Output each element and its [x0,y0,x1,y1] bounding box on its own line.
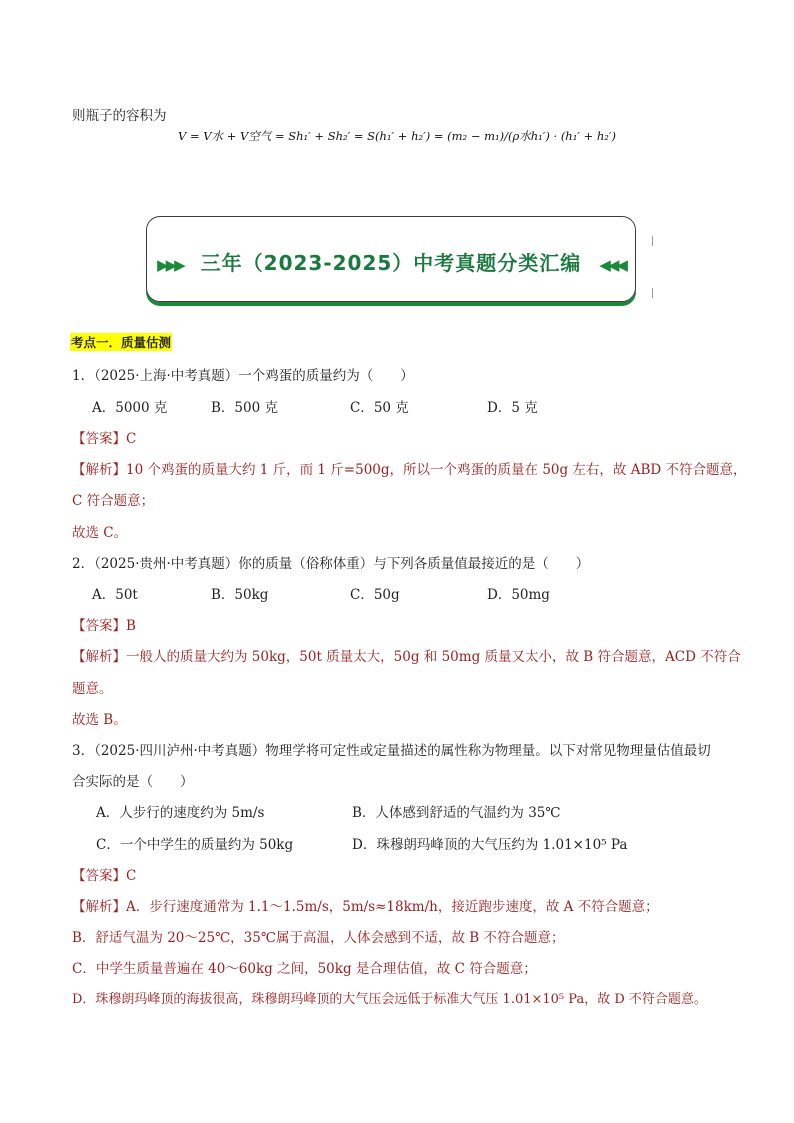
q3-analysis-2: B．舒适气温为 20～25℃，35℃属于高温，人体会感到不适，故 B 不符合题意； [72,930,565,946]
right-triangles-icon: ▶▶▶ [157,256,183,274]
q2-analysis-1 [72,645,741,665]
q1-answer [72,427,136,447]
q2-option-c: C．50g [350,587,400,603]
q2-choose: 故选 B。 [72,712,127,728]
intro-text: 则瓶子的容积为 [72,108,167,124]
q1-option-c: C．50 克 [350,400,409,416]
q1-analysis-1 [72,458,747,478]
q3-option-b: B．人体感到舒适的气温约为 35℃ [352,805,561,821]
analysis-tag: 【解析】 [72,899,126,915]
q1-analysis-2: C 符合题意； [72,493,155,509]
analysis-tag: 【解析】 [72,649,126,665]
q3-option-c: C．一个中学生的质量约为 50kg [96,837,294,853]
q2-analysis-2: 题意。 [72,681,113,697]
section-banner [146,216,636,302]
q1-choose: 故选 C。 [72,525,128,541]
q3-analysis-1 [72,895,659,915]
banner-title: 三年（2023-2025）中考真题分类汇编 [200,251,582,275]
answer-tag: 【答案】 [72,431,126,447]
q3-analysis-3: C．中学生质量普遍在 40～60kg 之间，50kg 是合理估值，故 C 符合题意； [72,961,537,977]
q2-option-d: D．50mg [487,587,550,603]
banner-title-row [147,247,635,276]
q2-option-b: B．50kg [211,587,269,603]
answer-value: C [126,431,137,447]
analysis-text: 一般人的质量大约为 50kg，50t 质量太大，50g 和 50mg 质量又太小，故 B 符合题意，ACD 不符合 [126,649,741,665]
answer-tag: 【答案】 [72,618,126,634]
q1-option-a: A．5000 克 [92,400,168,416]
q1-option-b: B．500 克 [211,400,278,416]
left-triangles-icon: ◀◀◀ [599,256,625,274]
q3-analysis-4: D．珠穆朗玛峰顶的海拔很高，珠穆朗玛峰顶的大气压会远低于标准大气压 1.01×10⁵ Pa，故 D 不符合题意。 [72,992,707,1007]
q2-answer [72,614,136,634]
q3-stem-2: 合实际的是（ ） [72,774,194,790]
q3-answer [72,864,136,884]
answer-value: B [126,618,136,634]
q2-option-a: A．50t [92,587,138,603]
volume-formula: V = V水 + V空气 = Sh₁′ + Sh₂′ = S(h₁′ + h₂′) = (m₂ − m₁)/(ρ水h₁′) · (h₁′ + h₂′) [178,129,616,143]
q3-option-a: A．人步行的速度约为 5m/s [96,805,265,821]
analysis-text: A．步行速度通常为 1.1～1.5m/s，5m/s≈18km/h，接近跑步速度，故 A 不符合题意； [126,899,659,915]
margin-mark [652,288,653,298]
q1-option-d: D．5 克 [487,400,538,416]
analysis-text: 10 个鸡蛋的质量大约 1 斤，而 1 斤=500g，所以一个鸡蛋的质量在 50g 左右，故 ABD 不符合题意， [126,462,747,478]
q2-stem: 2．（2025·贵州·中考真题）你的质量（俗称体重）与下列各质量值最接近的是（ ） [72,556,590,572]
q1-stem: 1．（2025·上海·中考真题）一个鸡蛋的质量约为（ ） [72,368,414,384]
q3-stem-1: 3．（2025·四川泸州·中考真题）物理学将可定性或定量描述的属性称为物理量。以下对常见物理量估值最切 [72,743,711,759]
section-heading: 考点一．质量估测 [71,335,172,350]
answer-value: C [126,868,137,884]
analysis-tag: 【解析】 [72,462,126,478]
margin-mark [652,236,653,246]
answer-tag: 【答案】 [72,868,126,884]
q3-option-d: D．珠穆朗玛峰顶的大气压约为 1.01×10⁵ Pa [352,837,628,853]
